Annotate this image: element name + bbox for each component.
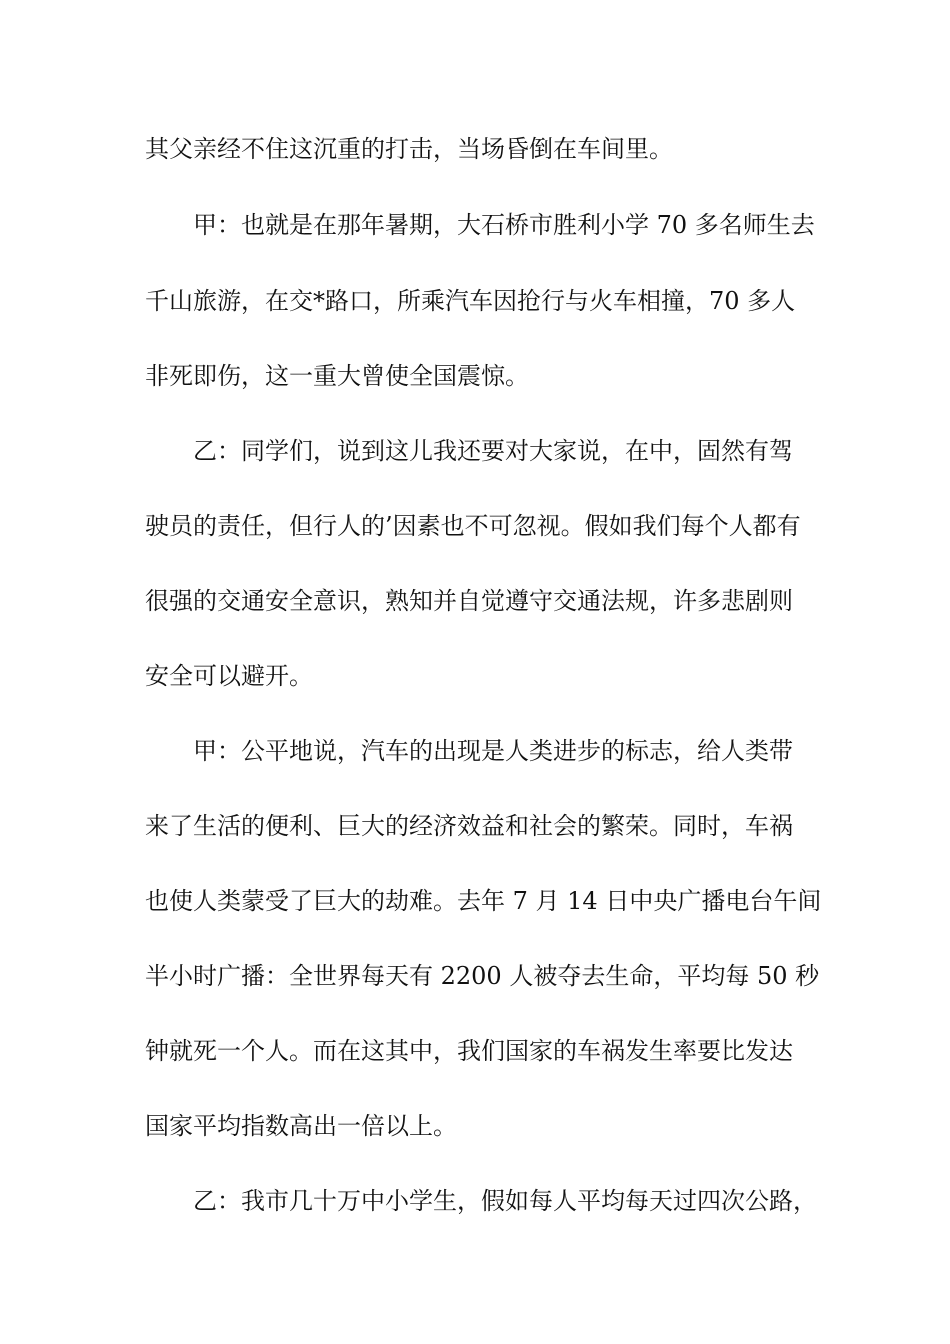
text-line: 非死即伤，这一重大曾使全国震惊。 <box>145 362 529 390</box>
text-line: 来了生活的便利、巨大的经济效益和社会的繁荣。同时，车祸 <box>145 812 793 840</box>
text-line: 钟就死一个人。而在这其中，我们国家的车祸发生率要比发达 <box>145 1037 793 1065</box>
text-line: 乙：我市几十万中小学生，假如每人平均每天过四次公路， <box>193 1187 817 1215</box>
text-line: 也使人类蒙受了巨大的劫难。去年 7 月 14 日中央广播电台午间 <box>145 887 822 915</box>
text-line: 国家平均指数高出一倍以上。 <box>145 1112 457 1140</box>
text-line: 乙：同学们，说到这儿我还要对大家说，在中，固然有驾 <box>193 437 793 465</box>
text-line: 其父亲经不住这沉重的打击，当场昏倒在车间里。 <box>145 135 673 163</box>
text-line: 驶员的责任，但行人的’因素也不可忽视。假如我们每个人都有 <box>145 512 801 540</box>
text-line: 半小时广播：全世界每天有 2200 人被夺去生命，平均每 50 秒 <box>145 962 820 990</box>
text-line: 千山旅游，在交*路口，所乘汽车因抢行与火车相撞，70 多人 <box>145 287 796 315</box>
text-line: 安全可以避开。 <box>145 662 313 690</box>
text-line: 很强的交通安全意识，熟知并自觉遵守交通法规，许多悲剧则 <box>145 587 793 615</box>
text-line: 甲：也就是在那年暑期，大石桥市胜利小学 70 多名师生去 <box>193 211 815 239</box>
text-line: 甲：公平地说，汽车的出现是人类进步的标志，给人类带 <box>193 737 793 765</box>
